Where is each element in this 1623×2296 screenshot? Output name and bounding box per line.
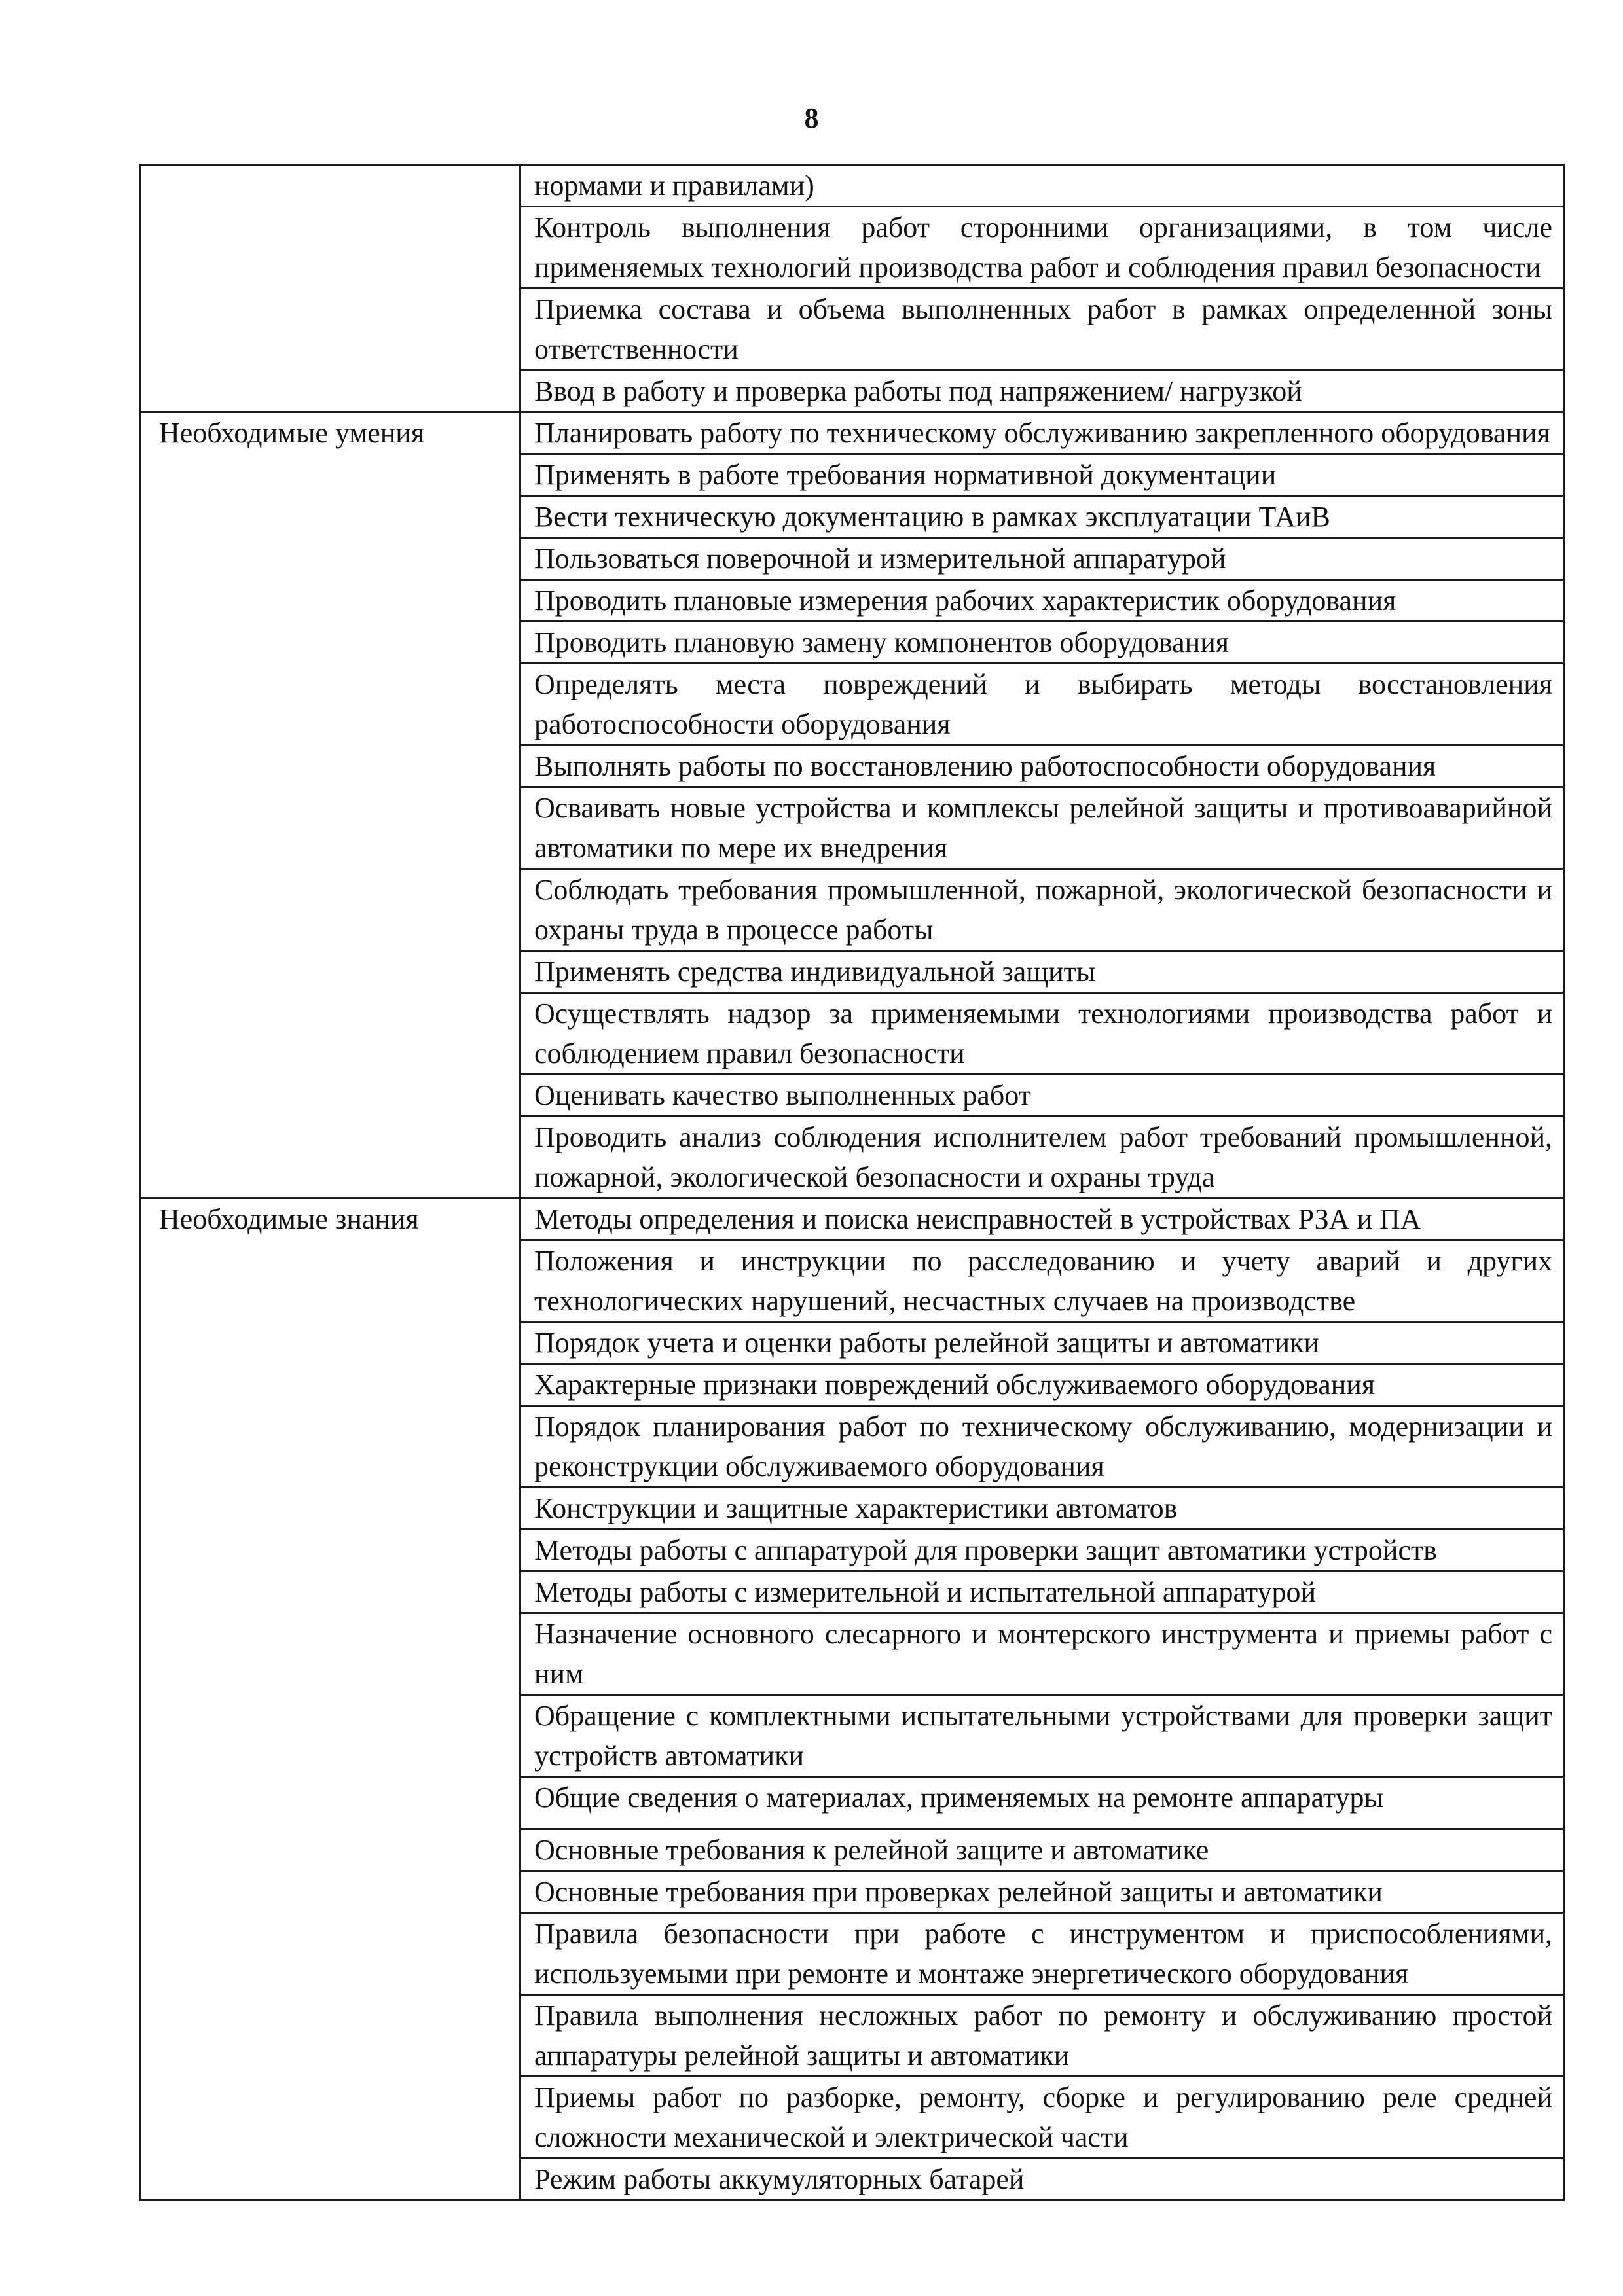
- requirement-item: Положения и инструкции по расследованию и учету аварий и других технологических нарушений, несчастных случаев на производстве: [520, 1240, 1564, 1322]
- requirement-item: Осуществлять надзор за применяемыми технологиями производства работ и соблюдением правил безопасности: [520, 993, 1564, 1075]
- requirement-item: Проводить анализ соблюдения исполнителем работ требований промышленной, пожарной, экологической безопасности и охраны труда: [520, 1117, 1564, 1198]
- requirement-item: нормами и правилами): [520, 165, 1564, 207]
- requirement-item: Методы работы с измерительной и испытательной аппаратурой: [520, 1571, 1564, 1613]
- requirement-item: Приемы работ по разборке, ремонту, сборке и регулированию реле средней сложности механической и электрической части: [520, 2077, 1564, 2159]
- requirement-item: Соблюдать требования промышленной, пожарной, экологической безопасности и охраны труда в процессе работы: [520, 869, 1564, 951]
- requirement-item: Основные требования к релейной защите и автоматике: [520, 1829, 1564, 1871]
- requirement-item: Оценивать качество выполненных работ: [520, 1075, 1564, 1117]
- requirement-item: Назначение основного слесарного и монтерского инструмента и приемы работ с ним: [520, 1613, 1564, 1695]
- requirement-item: Конструкции и защитные характеристики автоматов: [520, 1488, 1564, 1530]
- requirement-item: Порядок планирования работ по техническому обслуживанию, модернизации и реконструкции обслуживаемого оборудования: [520, 1406, 1564, 1488]
- requirement-item: Правила безопасности при работе с инструментом и приспособлениями, используемыми при ремонте и монтаже энергетического оборудования: [520, 1913, 1564, 1995]
- section-label: Необходимые умения: [140, 412, 520, 1198]
- requirement-item: Приемка состава и объема выполненных работ в рамках определенной зоны ответственности: [520, 289, 1564, 370]
- section-label: Необходимые знания: [140, 1198, 520, 2200]
- requirement-item: Общие сведения о материалах, применяемых на ремонте аппаратуры: [520, 1777, 1564, 1829]
- requirement-item: Проводить плановую замену компонентов оборудования: [520, 622, 1564, 664]
- requirement-item: Методы работы с аппаратурой для проверки защит автоматики устройств: [520, 1530, 1564, 1571]
- requirement-item: Пользоваться поверочной и измерительной аппаратурой: [520, 538, 1564, 580]
- requirement-item: Обращение с комплектными испытательными устройствами для проверки защит устройств автоматики: [520, 1695, 1564, 1777]
- requirement-item: Осваивать новые устройства и комплексы релейной защиты и противоаварийной автоматики по мере их внедрения: [520, 787, 1564, 869]
- requirement-item: Применять средства индивидуальной защиты: [520, 951, 1564, 993]
- table-row: [140, 165, 1564, 207]
- requirement-item: Выполнять работы по восстановлению работоспособности оборудования: [520, 745, 1564, 787]
- table-row: [140, 1198, 1564, 1240]
- requirement-item: Основные требования при проверках релейной защиты и автоматики: [520, 1871, 1564, 1913]
- requirement-item: Вести техническую документацию в рамках эксплуатации ТАиВ: [520, 496, 1564, 538]
- requirement-item: Применять в работе требования нормативной документации: [520, 454, 1564, 496]
- requirement-item: Порядок учета и оценки работы релейной защиты и автоматики: [520, 1322, 1564, 1364]
- requirement-item: Методы определения и поиска неисправностей в устройствах РЗА и ПА: [520, 1198, 1564, 1240]
- requirement-item: Планировать работу по техническому обслуживанию закрепленного оборудования: [520, 412, 1564, 454]
- qualification-table: [139, 164, 1565, 2201]
- requirement-item: Ввод в работу и проверка работы под напряжением/ нагрузкой: [520, 370, 1564, 412]
- requirement-item: Режим работы аккумуляторных батарей: [520, 2159, 1564, 2200]
- requirement-item: Характерные признаки повреждений обслуживаемого оборудования: [520, 1364, 1564, 1406]
- requirement-item: Правила выполнения несложных работ по ремонту и обслуживанию простой аппаратуры релейной защиты и автоматики: [520, 1995, 1564, 2077]
- requirement-item: Определять места повреждений и выбирать методы восстановления работоспособности оборудования: [520, 664, 1564, 745]
- page-number: 8: [804, 102, 819, 134]
- requirement-item: Проводить плановые измерения рабочих характеристик оборудования: [520, 580, 1564, 622]
- section-label: [140, 165, 520, 412]
- requirement-item: Контроль выполнения работ сторонними организациями, в том числе применяемых технологий производства работ и соблюдения правил безопасности: [520, 207, 1564, 289]
- table-row: [140, 412, 1564, 454]
